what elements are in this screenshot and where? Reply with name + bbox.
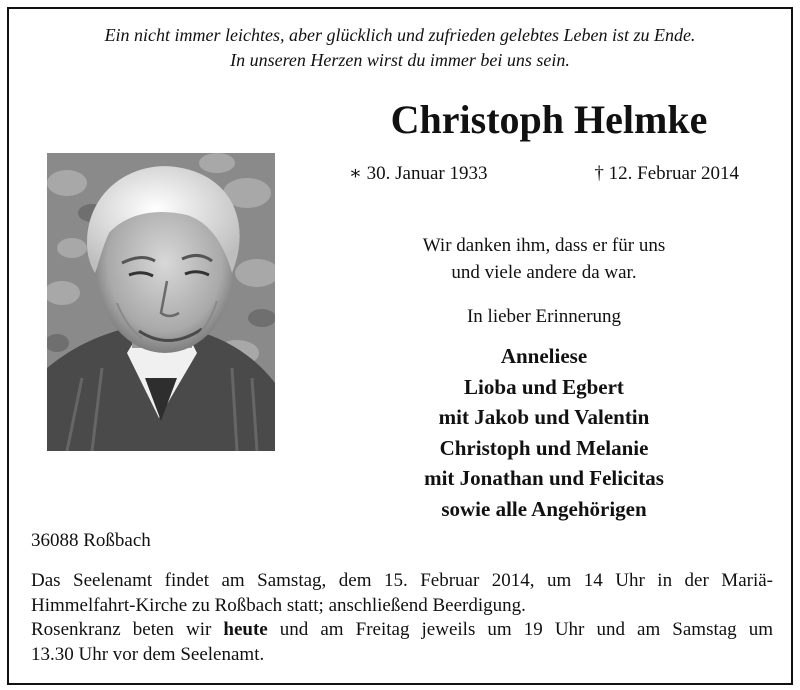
- service-line-3-start: Rosenkranz beten wir: [31, 619, 212, 640]
- thanks-text: [339, 232, 749, 286]
- service-line-1: Das Seelenamt findet am Samstag, dem 15. Februar 2014, um 14 Uhr in der Mariä-: [31, 570, 773, 591]
- thanks-line-2: und viele andere da war.: [451, 262, 637, 283]
- motto-line-2: In unseren Herzen wirst du immer bei uns sein.: [230, 50, 570, 70]
- motto-line-1: Ein nicht immer leichtes, aber glücklich und zufrieden gelebtes Leben ist zu Ende.: [104, 25, 696, 45]
- obituary-card: [7, 7, 793, 685]
- service-line-4: 13.30 Uhr vor dem Seelenamt.: [31, 643, 265, 665]
- family-member: Christoph und Melanie: [439, 435, 649, 460]
- motto: [9, 23, 791, 73]
- portrait-photo: [47, 153, 275, 451]
- memory-label: In lieber Erinnerung: [466, 306, 622, 327]
- service-line-3-end: und am Freitag jeweils um 19 Uhr und am Samstag um: [279, 619, 774, 640]
- place: 36088 Roßbach: [31, 530, 151, 551]
- portrait-image: [47, 153, 275, 451]
- today-emphasis: heute: [223, 619, 268, 640]
- thanks-line-1: Wir danken ihm, dass er für uns: [422, 235, 666, 256]
- family-member: mit Jakob und Valentin: [438, 405, 650, 429]
- service-line-3: [31, 618, 773, 643]
- service-announcement: [31, 569, 773, 667]
- family-member: Lioba und Egbert: [464, 374, 624, 399]
- deceased-name: Christoph Helmke: [390, 97, 708, 142]
- family-list: [339, 341, 749, 524]
- family-member: sowie alle Angehörigen: [441, 496, 647, 521]
- birth-date: ∗ 30. Januar 1933: [349, 163, 488, 184]
- family-member: Anneliese: [500, 344, 588, 368]
- service-line-2: Himmelfahrt-Kirche zu Roßbach statt; anschließend Beerdigung.: [31, 594, 526, 616]
- death-date: † 12. Februar 2014: [594, 163, 739, 184]
- family-member: mit Jonathan und Felicitas: [424, 466, 664, 490]
